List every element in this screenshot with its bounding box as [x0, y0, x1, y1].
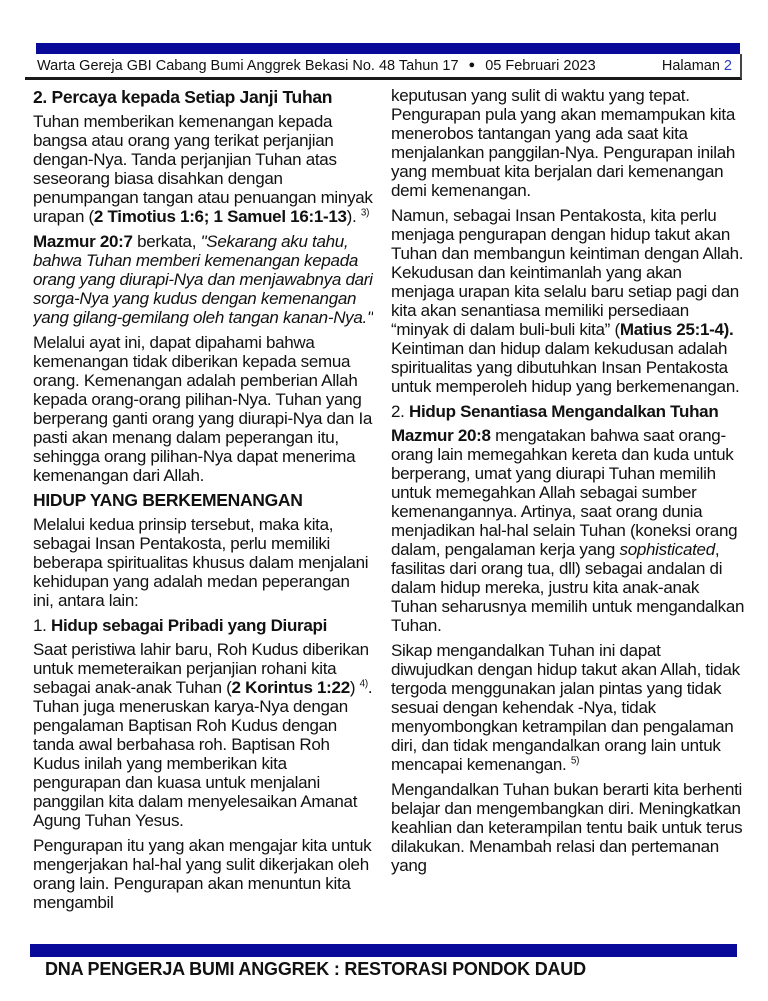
bullet-icon: ● [468, 59, 476, 71]
paragraph [33, 112, 373, 226]
paragraph [33, 232, 373, 327]
paragraph [33, 640, 373, 830]
footer-accent-bar [30, 944, 737, 957]
text-segment: . Tuhan juga meneruskan karya-Nya dengan pengalaman Baptisan Roh Kudus dengan tanda awal berbahasa roh. Baptisan Roh Kudus inilah yang memberikan kita pengurapan dan kuasa untuk menjalani panggilan kita dalam menyelesaikan Amanat Agung Tuhan Yesus. [33, 678, 373, 830]
text-segment: Pengurapan itu yang akan mengajar kita untuk mengerjakan hal-hal yang sulit dikerjakan oleh orang lain. Pengurapan akan menuntun kita mengambil [33, 836, 372, 912]
header-right [662, 58, 740, 74]
text-segment: Hidup Senantiasa Mengandalkan Tuhan [409, 402, 719, 421]
left-column [33, 86, 373, 942]
paragraph [33, 333, 373, 485]
section-heading [33, 88, 373, 107]
text-segment: Saat peristiwa lahir baru, Roh Kudus diberikan untuk memeteraikan perjanjian rohani kita sebagai anak-anak Tuhan ( [33, 640, 369, 697]
text-segment: Mengandalkan Tuhan bukan berarti kita berhenti belajar dan mengembangkan diri. Meningkatkan keahlian dan keterampilan tentu baik untuk terus dilakukan. Menambah relasi dan pertemanan yang [391, 780, 743, 875]
text-segment: 2 Korintus 1:22 [231, 678, 350, 697]
text-segment: "Sekarang aku tahu, bahwa Tuhan memberi kemenangan kepada orang yang diurapi-Nya dan menjawabnya dari sorga-Nya yang kudus dengan kemenangan yang gilang-gemilang oleh tangan kanan-Nya." [33, 232, 373, 327]
bulletin-date: 05 Februari 2023 [485, 57, 596, 74]
text-segment: Mazmur 20:8 [391, 426, 491, 445]
text-segment: ) [349, 678, 360, 697]
footnote-marker: 4) [359, 678, 368, 690]
footnote-marker: 3) [360, 207, 370, 219]
text-segment: Hidup sebagai Pribadi yang Diurapi [51, 616, 328, 635]
text-segment: keputusan yang sulit di waktu yang tepat. Pengurapan pula yang akan memampukan kita menerobos tantangan yang ada saat kita menjalankan panggilan-Nya. Pengurapan inilah yang membuat kita berjalan dari kemenangan demi kemenangan. [391, 86, 736, 200]
right-column [391, 86, 747, 942]
text-segment: , fasilitas dari orang tua, dll) sebagai andalan di dalam hidup mereka, justru kita anak-anak Tuhan seharusnya memilih untuk mengandalkan Tuhan. [391, 540, 745, 635]
text-segment: Sikap mengandalkan Tuhan ini dapat diwujudkan dengan hidup takut akan Allah, tidak tergoda menggunakan jalan pintas yang tidak sesuai dengan kehendak -Nya, tidak menyombongkan ketrampilan dan pengalaman diri, dan tidak mengandalkan orang lain untuk mencapai kemenangan. [391, 641, 740, 774]
text-segment: 1. [33, 616, 52, 635]
header-left [25, 58, 596, 74]
text-segment: HIDUP YANG BERKEMENANGAN [33, 490, 303, 510]
text-segment: Melalui kedua prinsip tersebut, maka kita, sebagai Insan Pentakosta, perlu memiliki beberapa spiritualitas khusus dalam menjalani kehidupan yang adalah medan peperangan ini, antara lain: [33, 515, 369, 610]
paragraph [33, 836, 373, 912]
page-label: Halaman [661, 57, 720, 74]
bulletin-title: Warta Gereja GBI Cabang Bumi Anggrek Bekasi No. 48 Tahun 17 [37, 57, 459, 74]
text-segment: Keintiman dan hidup dalam kekudusan adalah spiritualitas yang dibutuhkan Insan Pentakosta untuk memperoleh hidup yang berkemenangan. [391, 339, 740, 396]
page-number: 2 [723, 57, 732, 74]
text-segment: mengatakan bahwa saat orang-orang lain memegahkan kereta dan kuda untuk berperang, umat yang diurapi Tuhan memilih untuk memegahkan Allah sebagai sumber kemenangannya. Artinya, saat orang dunia menjadikan hal-hal selain Tuhan (koneksi orang dalam, pengalaman kerja yang [391, 426, 738, 559]
page-header [25, 54, 742, 80]
paragraph [391, 86, 747, 200]
section-heading [33, 616, 373, 635]
text-segment: Mazmur 20:7 [33, 232, 133, 251]
paragraph [391, 641, 747, 774]
article-body [33, 86, 747, 942]
text-segment: sophisticated [619, 540, 715, 559]
paragraph [391, 206, 747, 396]
text-segment: Tuhan memberikan kemenangan kepada bangsa atau orang yang terikat perjanjian dengan-Nya. Tanda perjanjian Tuhan atas seseorang biasa disahkan dengan penumpangan tangan atau penuangan minyak urapan ( [33, 112, 373, 226]
text-segment: berkata, [132, 232, 201, 251]
footnote-marker: 5) [570, 755, 580, 767]
text-segment: Matius 25:1-4). [619, 320, 734, 339]
text-segment: 2 Timotius 1:6; 1 Samuel 16:1-13 [93, 207, 347, 226]
section-heading [391, 402, 747, 421]
paragraph [391, 780, 747, 875]
text-segment: 2. [391, 402, 410, 421]
text-segment: Namun, sebagai Insan Pentakosta, kita perlu menjaga pengurapan dengan hidup takut akan Tuhan dan membangun keintiman dengan Allah. Kekudusan dan keintimanlah yang akan menjaga urapan kita selalu baru setiap pagi dan kita akan senantiasa memiliki persediaan “minyak di dalam buli-buli kita” ( [391, 206, 744, 339]
paragraph [33, 515, 373, 610]
text-segment: Melalui ayat ini, dapat dipahami bahwa kemenangan tidak diberikan kepada semua orang. Kemenangan adalah pemberian Allah kepada orang-orang pilihan-Nya. Tuhan yang berperang ganti orang yang diurapi-Nya dan Ia pasti akan menang dalam peperangan itu, sehingga orang pilihan-Nya dapat menerima kemenangan dari Allah. [33, 333, 373, 485]
text-segment: 2. Percaya kepada Setiap Janji Tuhan [33, 87, 333, 107]
footer-slogan: DNA PENGERJA BUMI ANGGREK : RESTORASI PONDOK DAUD [45, 959, 586, 979]
section-heading [33, 491, 373, 510]
top-accent-bar [36, 43, 740, 54]
paragraph [391, 426, 747, 635]
text-segment: ). [346, 207, 361, 226]
